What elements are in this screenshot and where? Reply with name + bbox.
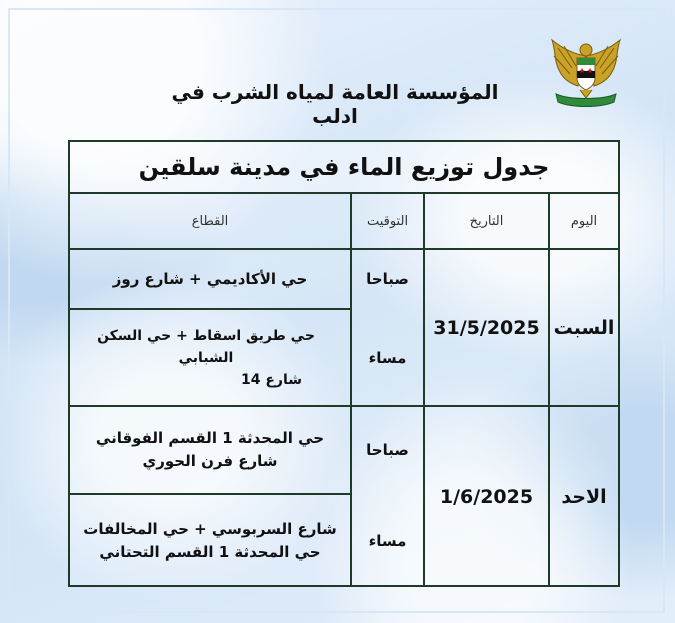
- sector-line: حي الأكاديمي + شارع روز: [112, 269, 308, 288]
- organization-name: المؤسسة العامة لمياه الشرب في ادلب: [171, 80, 499, 128]
- sector-line: شارع السربوسي + حي المخالفات: [83, 520, 337, 538]
- day-cell: السبت: [553, 316, 615, 339]
- time-cell: مساء: [368, 348, 407, 367]
- time-cell: مساء: [368, 532, 407, 550]
- time-cell: صباحا: [366, 441, 409, 459]
- table-title: جدول توزيع الماء في مدينة سلقين: [70, 142, 618, 192]
- sector-line: شارع 14: [240, 371, 302, 388]
- date-cell: 1/6/2025: [439, 486, 534, 508]
- sector-cell: [70, 310, 350, 405]
- sector-line: شارع فرن الحوري: [142, 452, 278, 470]
- sector-line: حي المحدثة 1 القسم الفوقاني: [95, 429, 325, 447]
- sector-cell: [70, 407, 350, 493]
- col-header-date: التاريخ: [469, 213, 504, 229]
- sector-cell: [70, 250, 350, 308]
- date-cell: 31/5/2025: [433, 316, 540, 339]
- sector-cell: [70, 495, 350, 587]
- day-cell: الاحد: [561, 486, 607, 508]
- col-header-day: اليوم: [570, 213, 598, 229]
- sector-line: حي طريق اسقاط + حي السكن الشبابي: [97, 327, 315, 366]
- col-header-time: التوقيت: [366, 213, 409, 229]
- sector-line: حي المحدثة 1 القسم التحتاني: [99, 543, 321, 561]
- syria-emblem-logo: [546, 38, 626, 110]
- time-cell: صباحا: [366, 270, 409, 288]
- col-header-sector: القطاع: [191, 213, 229, 229]
- water-schedule-table: [68, 140, 620, 587]
